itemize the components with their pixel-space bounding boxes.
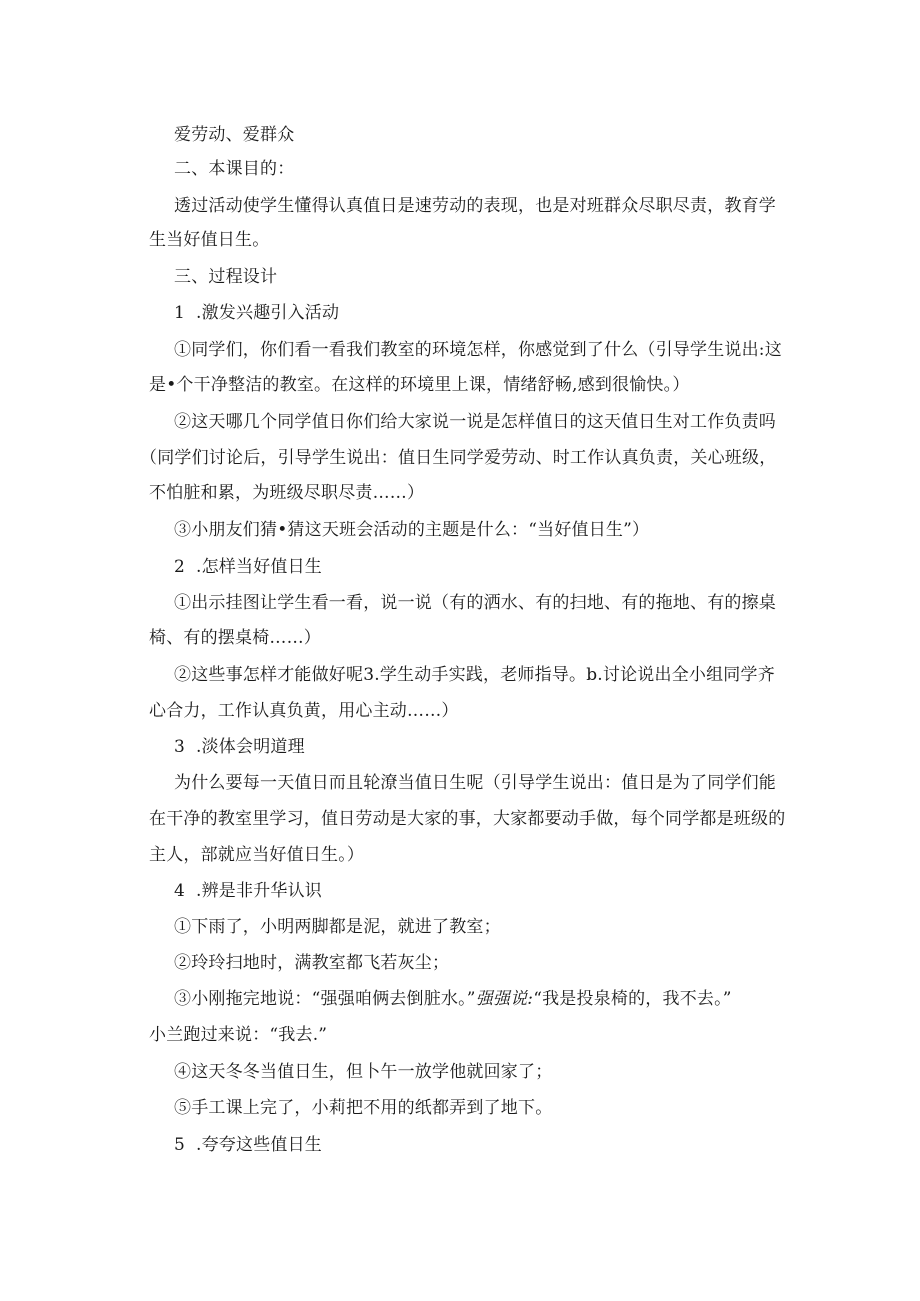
step-number: 2 <box>174 557 186 577</box>
step-heading <box>174 736 305 758</box>
paragraph-line: 在干净的教室里学习，值日劳动是大家的事，大家都要动手做，每个同学都是班级的 <box>149 809 786 829</box>
paragraph-line: ⑤手工课上完了，小莉把不用的纸都弄到了地下。 <box>174 1098 553 1118</box>
step-number: 1 <box>174 303 186 323</box>
paragraph-line: 透过活动使学生懂得认真值日是速劳动的表现，也是对班群众尽职尽责，教育学 <box>174 196 776 216</box>
step-title: .夸夸这些值日生 <box>196 1135 323 1155</box>
paragraph-line: 心合力，工作认真负黄，用心主动……） <box>149 701 459 721</box>
paragraph-line: ②玲玲扫地时，满教室都飞若灰尘； <box>174 953 450 973</box>
step-heading <box>174 556 322 578</box>
step-number: 4 <box>174 881 186 901</box>
step-title: .淡体会明道理 <box>196 737 305 757</box>
paragraph-line <box>174 988 732 1010</box>
step-heading <box>174 880 322 902</box>
paragraph-line: ①同学们，你们看一看我们教室的环境怎样，你感觉到了什么（引导学生说出:这 <box>174 340 782 360</box>
step-number: 5 <box>174 1135 186 1155</box>
paragraph-line: 小兰跑过来说：“我去.” <box>149 1025 328 1045</box>
step-title: .怎样当好值日生 <box>196 557 323 577</box>
quote-speaker: 强强说: <box>475 989 534 1009</box>
section-heading: 三、过程设计 <box>174 267 278 287</box>
paragraph-line: ④这天冬冬当值日生，但卜午一放学他就回家了； <box>174 1062 553 1082</box>
step-title: .激发兴趣引入活动 <box>196 303 340 323</box>
quote-segment: “我是投泉椅的，我不去。” <box>533 989 732 1009</box>
paragraph-line: 是•个干净整洁的教室。在这样的环境里上课，情绪舒畅,感到很愉快。） <box>149 375 690 395</box>
paragraph-line: 生当好值日生。 <box>149 230 270 250</box>
step-number: 3 <box>174 737 186 757</box>
paragraph-line: ②这天哪几个同学值日你们给大家说一说是怎样值日的这天值日生对工作负责吗 <box>174 412 776 432</box>
section-heading: 二、本课目的： <box>174 159 295 179</box>
paragraph-line: 为什么要每一天值日而且轮潦当值日生呢（引导学生说出：值日是为了同学们能 <box>174 773 776 793</box>
step-title: .辨是非升华认识 <box>196 881 323 901</box>
step-heading <box>174 302 339 324</box>
quote-segment: ③小刚拖完地说：“强强咱俩去倒脏水。” <box>174 989 476 1009</box>
text-line: 爱劳动、爱群众 <box>174 125 295 145</box>
paragraph-line: 主人，部就应当好值日生。） <box>149 845 365 865</box>
paragraph-line: （同学们讨论后，引导学生说出：值日生同学爱劳动、时工作认真负责，关心班级， <box>140 448 777 468</box>
paragraph-line: ①下雨了，小明两脚都是泥，就进了教室； <box>174 917 501 937</box>
paragraph-line: 椅、有的摆桌椅……） <box>149 628 321 648</box>
paragraph-line: 不怕脏和累，为班级尽职尽责……） <box>149 483 425 503</box>
paragraph-line: ③小朋友们猜•猜这天班会活动的主题是什么：“当好值日生”） <box>174 520 650 540</box>
step-heading <box>174 1134 322 1156</box>
paragraph-line: ①出示挂图让学生看一看，说一说（有的洒水、有的扫地、有的拖地、有的擦桌 <box>174 593 776 613</box>
paragraph-line: ②这些事怎样才能做好呢3.学生动手实践，老师指导。b.讨论说出全小组同学齐 <box>174 665 775 685</box>
